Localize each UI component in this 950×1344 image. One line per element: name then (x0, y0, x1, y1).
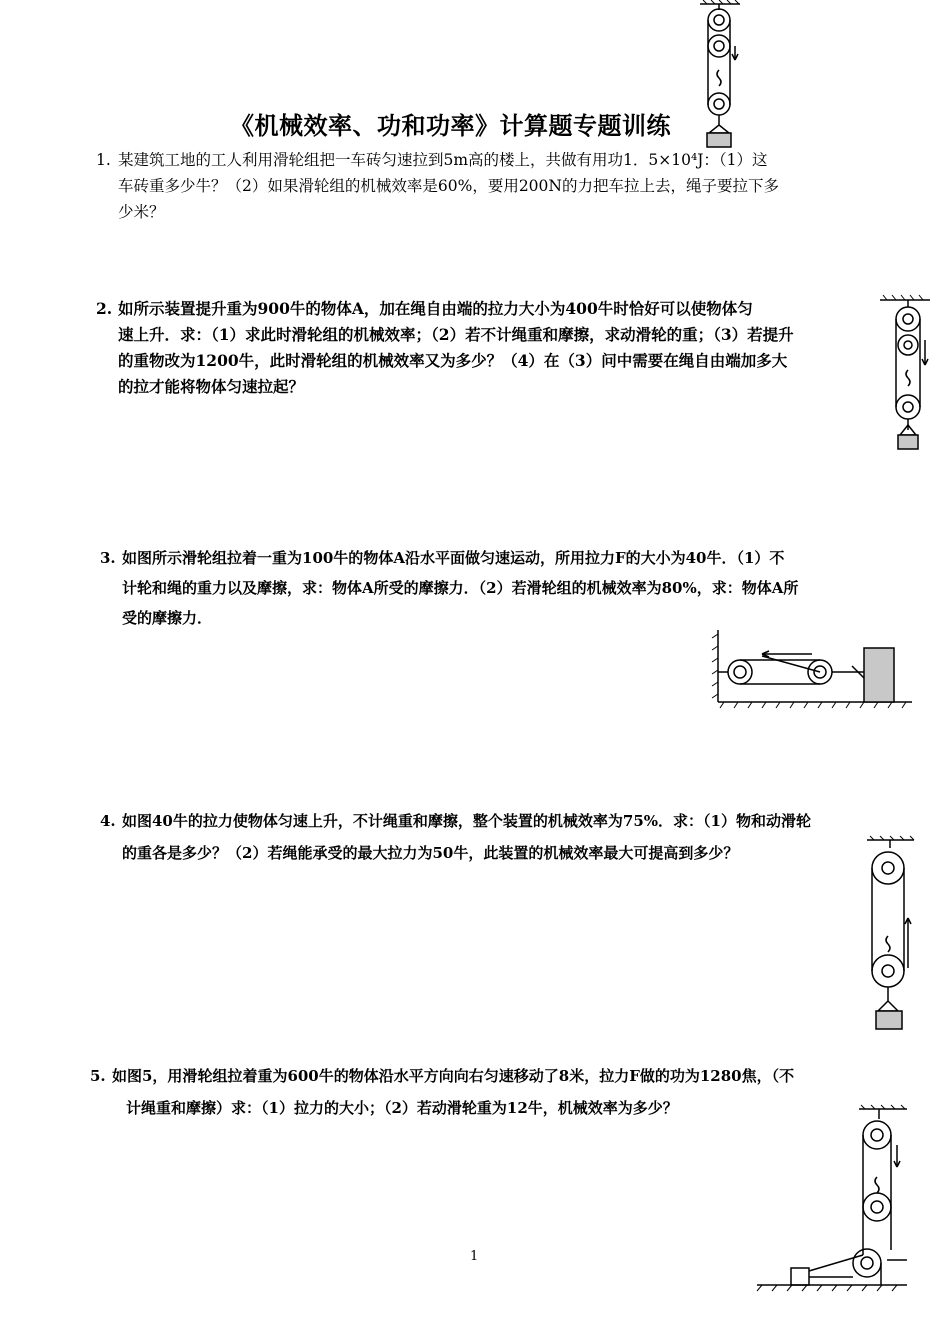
question-line: 车砖重多少牛？（2）如果滑轮组的机械效率是60%，要用200N的力把车拉上去，绳子要拉下多 (118, 177, 779, 195)
question-line: 如图40牛的拉力使物体匀速上升，不计绳重和摩擦，整个装置的机械效率为75%．求：（1）物和动滑轮 (122, 812, 811, 830)
page-number: 1 (470, 1249, 479, 1264)
question-line: 如所示装置提升重为900牛的物体A，加在绳自由端的拉力大小为400牛时恰好可以使物体匀 (118, 299, 753, 318)
pulley-figure-4 (862, 836, 922, 1036)
question-line: 的拉才能将物体匀速拉起？ (118, 377, 305, 396)
question-line: 受的摩擦力． (122, 609, 213, 627)
question-line: 某建筑工地的工人利用滑轮组把一车砖匀速拉到5m高的楼上，共做有用功1．5×10⁴J：（1）这 (118, 151, 768, 169)
pulley-figure-3 (712, 630, 917, 712)
question-line: 少米？ (118, 203, 165, 221)
question-line: 速上升．求：（1）求此时滑轮组的机械效率；（2）若不计绳重和摩擦，求动滑轮的重；（3）若提升 (118, 325, 794, 344)
page-title: 《机械效率、功和功率》计算题专题训练 (230, 111, 671, 140)
question-2 (96, 296, 878, 400)
question-line: 计绳重和摩擦）求：（1）拉力的大小；（2）若动滑轮重为12牛，机械效率为多少？ (126, 1099, 678, 1117)
question-3 (100, 543, 882, 633)
pulley-figure-1 (695, 0, 755, 150)
question-4 (100, 805, 882, 869)
question-number: 5. (90, 1067, 106, 1085)
question-1 (96, 147, 878, 225)
question-number: 4. (100, 812, 116, 830)
pulley-figure-2 (880, 295, 935, 455)
question-number: 1. (96, 151, 111, 169)
question-line: 如图5，用滑轮组拉着重为600牛的物体沿水平方向向右匀速移动了8米，拉力F做的功为1280焦，（不 (112, 1067, 795, 1085)
question-line: 计轮和绳的重力以及摩擦，求：物体A所受的摩擦力．（2）若滑轮组的机械效率为80%，求：物体A所 (122, 579, 799, 597)
question-number: 2. (96, 299, 113, 318)
question-line: 的重各是多少？（2）若绳能承受的最大拉力为50牛，此装置的机械效率最大可提高到多少？ (122, 844, 739, 862)
question-line: 如图所示滑轮组拉着一重为100牛的物体A沿水平面做匀速运动，所用拉力F的大小为40牛．（1）不 (122, 549, 785, 567)
question-number: 3. (100, 549, 116, 567)
question-line: 的重物改为1200牛，此时滑轮组的机械效率又为多少？（4）在（3）问中需要在绳自由端加多大 (118, 351, 788, 370)
pulley-figure-5 (757, 1105, 917, 1295)
